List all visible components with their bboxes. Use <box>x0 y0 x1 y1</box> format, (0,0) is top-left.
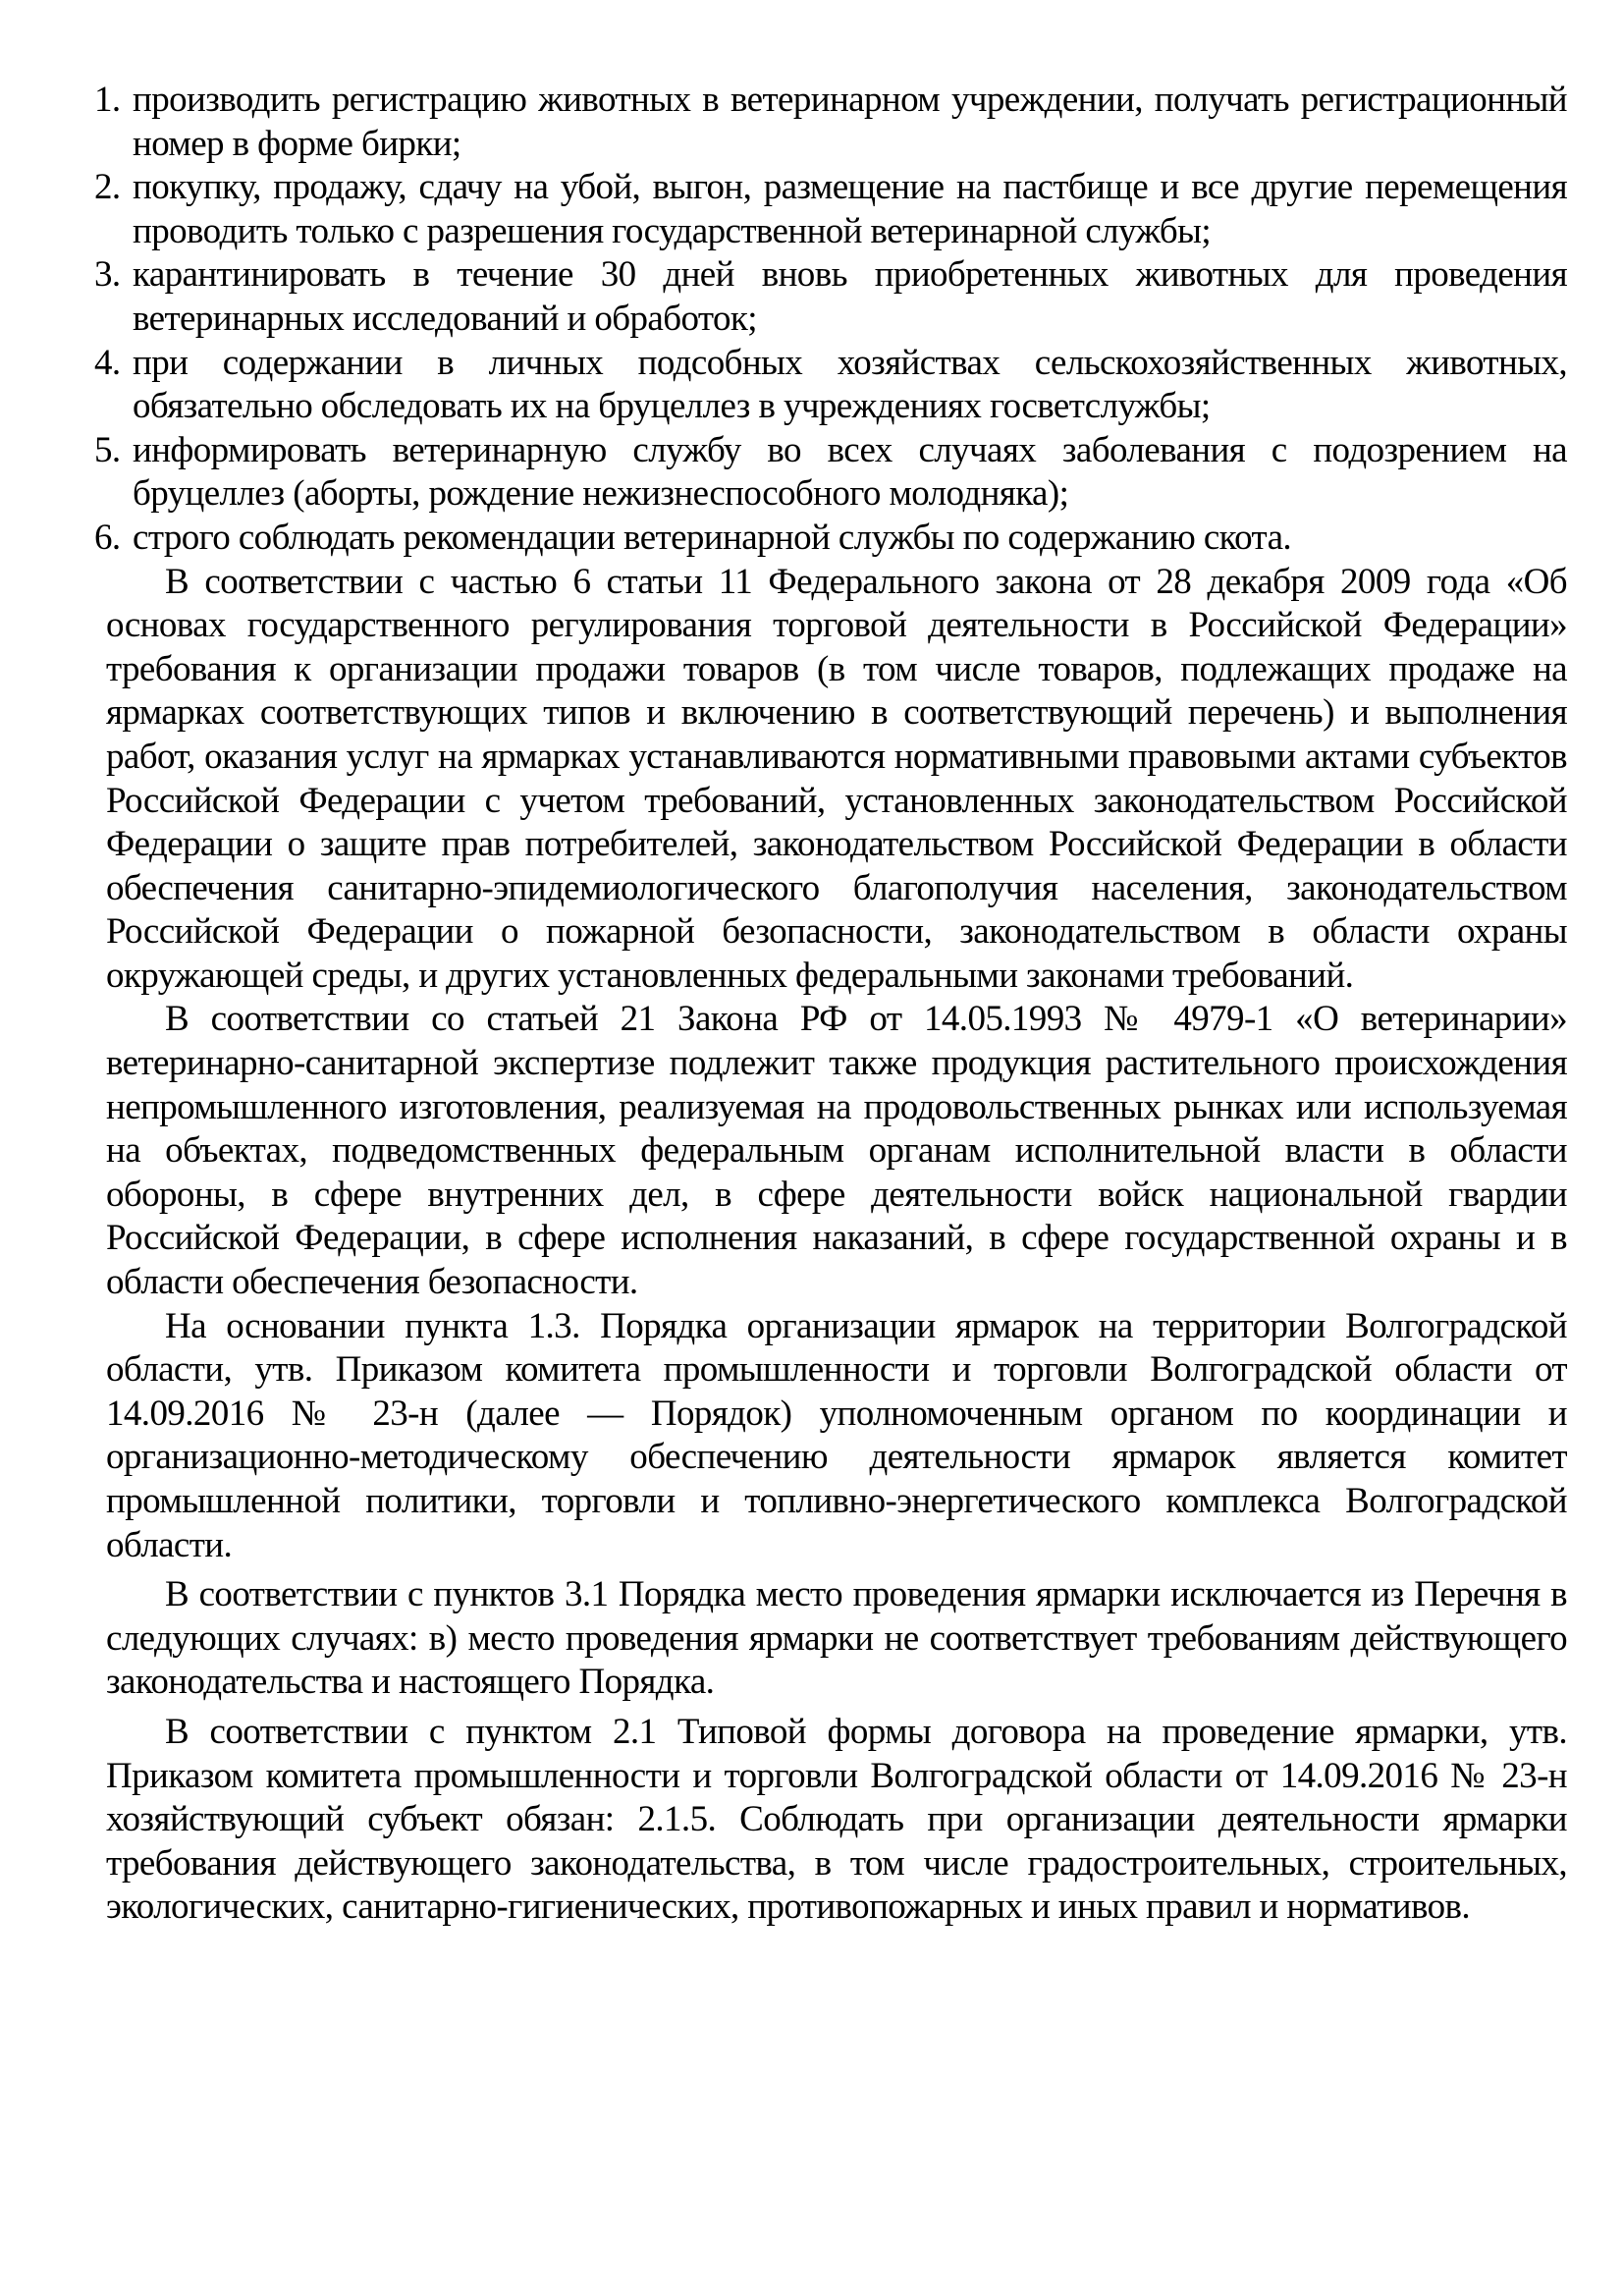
list-item <box>94 253 1567 341</box>
list-item-number: 5. <box>94 429 121 470</box>
list-item-number: 4. <box>94 342 121 383</box>
requirements-list <box>94 79 1567 561</box>
paragraph-contract-obligations: В соответствии с пунктом 2.1 Типовой формы договора на проведение ярмарки, утв. Приказом комитета промышленности и торговли Волгоградской области от 14.09.2016 № 23-н хозяйствующий субъект обязан: 2.1.5. Соблюдать при организации деятельности ярмарки требования действующего законодательства, в том числе градостроительных, строительных, экологических, санитарно-гигиенических, противопожарных и иных правил и нормативов. <box>106 1711 1567 1928</box>
list-item <box>94 79 1567 166</box>
paragraph-federal-law-trade: В соответствии с частью 6 статьи 11 Федерального закона от 28 декабря 2009 года «Об основах государственного регулирования торговой деятельности в Российской Федерации» требования к организации продажи товаров (в том числе товаров, подлежащих продаже на ярмарках соответствующих типов и включению в соответствующий перечень) и выполнения работ, оказания услуг на ярмарках устанавливаются нормативными правовыми актами субъектов Российской Федерации с учетом требований, установленных законодательством Российской Федерации о защите прав потребителей, законодательством Российской Федерации в области обеспечения санитарно-эпидемиологического благополучия населения, законодательством Российской Федерации о пожарной безопасности, законодательством в области охраны окружающей среды, и других установленных федеральными законами требований. <box>106 561 1567 996</box>
paragraph-veterinary-law: В соответствии со статьей 21 Закона РФ от 14.05.1993 № 4979-1 «О ветеринарии» ветеринарно-санитарной экспертизе подлежит также продукция растительного происхождения непромышленного изготовления, реализуемая на продовольственных рынках или используемая на объектах, подведомственных федеральным органам исполнительной власти в области обороны, в сфере внутренних дел, в сфере деятельности войск национальной гвардии Российской Федерации, в сфере исполнения наказаний, в сфере государственной охраны и в области обеспечения безопасности. <box>106 999 1567 1303</box>
list-item <box>94 342 1567 429</box>
list-item-number: 6. <box>94 517 121 558</box>
list-item-text: строго соблюдать рекомендации ветеринарной службы по содержанию скота. <box>133 517 1292 558</box>
list-item-number: 3. <box>94 254 121 296</box>
list-item <box>94 166 1567 253</box>
list-item <box>94 429 1567 517</box>
list-item-text: производить регистрацию животных в ветеринарном учреждении, получать регистрационный номер в форме бирки; <box>133 80 1567 164</box>
paragraph-exclusion-cases: В соответствии с пунктов 3.1 Порядка место проведения ярмарки исключается из Перечня в следующих случаях: в) место проведения ярмарки не соответствует требованиям действующего законодательства и настоящего Порядка. <box>106 1574 1567 1703</box>
list-item-text: покупку, продажу, сдачу на убой, выгон, размещение на пастбище и все другие перемещения проводить только с разрешения государственной ветеринарной службы; <box>133 167 1567 251</box>
list-item-number: 2. <box>94 167 121 208</box>
document-body <box>94 79 1567 1930</box>
list-item-text: при содержании в личных подсобных хозяйствах сельскохозяйственных животных, обязательно обследовать их на бруцеллез в учреждениях госветслужбы; <box>133 342 1567 427</box>
list-item-text: информировать ветеринарную службу во всех случаях заболевания с подозрением на бруцеллез (аборты, рождение нежизнеспособного молодняка); <box>133 429 1567 515</box>
list-item-number: 1. <box>94 80 121 120</box>
paragraph-fair-procedure: На основании пункта 1.3. Порядка организации ярмарок на территории Волгоградской области, утв. Приказом комитета промышленности и торговли Волгоградской области от 14.09.2016 № 23-н (далее — Порядок) уполномоченным органом по координации и организационно-методическому обеспечению деятельности ярмарок является комитет промышленной политики, торговли и топливно-энергетического комплекса Волгоградской области. <box>106 1305 1567 1565</box>
list-item-text: карантинировать в течение 30 дней вновь приобретенных животных для проведения ветеринарных исследований и обработок; <box>133 254 1567 339</box>
list-item <box>94 517 1567 561</box>
